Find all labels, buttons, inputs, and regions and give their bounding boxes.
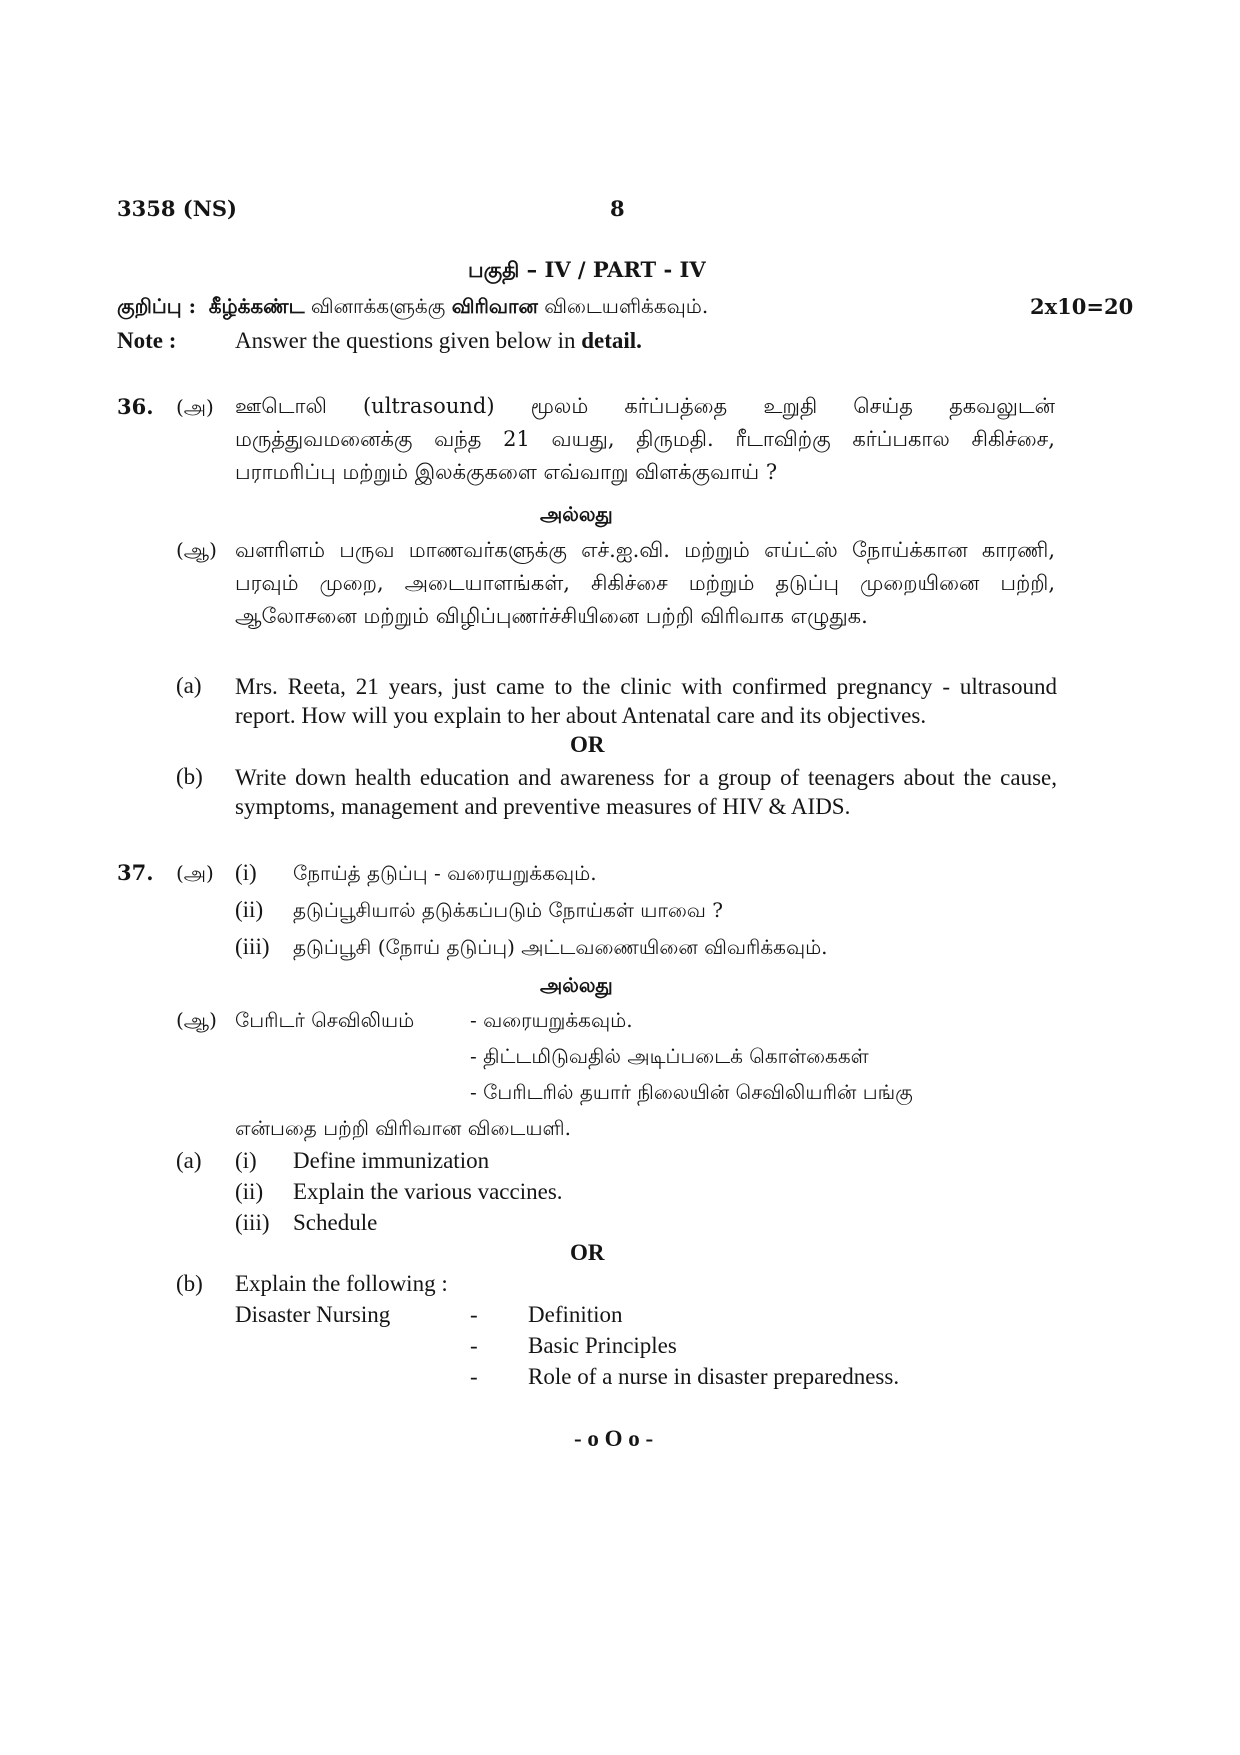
question-37-or-tamil: அல்லது — [540, 973, 613, 997]
question-37-a-tamil-num-2: (ii) — [235, 897, 264, 922]
question-37-a-tamil-item-3: தடுப்பூசி (நோய் தடுப்பு) அட்டவணையினை விவரிக்கவும். — [293, 935, 828, 959]
note-tamil-bold-1: கீழ்க்கண்ட — [208, 294, 305, 318]
question-36-b-tamil-label: (ஆ) — [176, 538, 217, 562]
question-36-b-english-label: (b) — [176, 764, 203, 789]
question-37-b-english-item-1: Definition — [528, 1302, 623, 1327]
question-37-a-english-label: (a) — [176, 1148, 202, 1173]
question-37-b-tamil-item-3: - பேரிடரில் தயார் நிலையின் செவிலியரின் பங்கு — [470, 1080, 913, 1104]
question-37-a-tamil-item-2: தடுப்பூசியால் தடுக்கப்படும் நோய்கள் யாவை ? — [293, 898, 723, 922]
question-37-a-english-item-3: Schedule — [293, 1210, 378, 1235]
part-heading: பகுதி – IV / PART - IV — [468, 257, 706, 282]
question-37-a-english-num-3: (iii) — [235, 1210, 270, 1235]
question-36-or-english: OR — [570, 732, 605, 757]
question-37-a-tamil-item-1: நோய்த் தடுப்பு - வரையறுக்கவும். — [293, 861, 597, 885]
question-37-b-english-intro: Explain the following : — [235, 1271, 448, 1296]
question-36-b-english-text: Write down health education and awareness for a group of teenagers about the cause, symptoms, management and preventive measures of HIV & AIDS. — [235, 765, 1057, 819]
question-37-b-english-subject: Disaster Nursing — [235, 1302, 391, 1327]
question-37-b-tamil-item-2: - திட்டமிடுவதில் அடிப்படைக் கொள்கைகள் — [470, 1044, 869, 1068]
question-37-b-english-dash-1: - — [470, 1302, 478, 1327]
question-37-b-tamil-label: (ஆ) — [176, 1008, 217, 1032]
question-37-a-tamil-num-1: (i) — [235, 860, 257, 885]
question-37-number: 37. — [117, 860, 154, 885]
note-english-line — [235, 328, 642, 354]
question-37-b-english-item-2: Basic Principles — [528, 1333, 677, 1358]
note-tamil-label: குறிப்பு : — [117, 294, 196, 318]
note-tamil-bold-2: விரிவான — [451, 294, 538, 318]
question-37-b-english-dash-3: - — [470, 1364, 478, 1389]
question-37-b-tamil-subject: பேரிடர் செவிலியம் — [235, 1008, 415, 1032]
question-36-number: 36. — [117, 394, 154, 419]
question-37-a-english-item-2: Explain the various vaccines. — [293, 1179, 563, 1204]
question-37-b-english-dash-2: - — [470, 1333, 478, 1358]
marks-allocation: 2x10=20 — [1030, 294, 1134, 319]
note-tamil-line — [117, 294, 708, 321]
question-36-a-tamil-text: ஊடொலி (ultrasound) மூலம் கர்ப்பத்தை உறுதி செய்த தகவலுடன் மருத்துவமனைக்கு வந்த 21 வயது, திருமதி. ரீடாவிற்கு கர்ப்பகால சிகிச்சை, பராமரிப்பு மற்றும் இலக்குகளை எவ்வாறு விளக்குவாய் ? — [235, 394, 1055, 484]
note-tamil-end: விடையளிக்கவும். — [544, 294, 709, 318]
page-number: 8 — [610, 196, 625, 221]
question-37-a-tamil-num-3: (iii) — [235, 934, 270, 959]
question-37-b-english-item-3: Role of a nurse in disaster preparedness. — [528, 1364, 900, 1389]
end-of-paper-mark: - o O o - — [574, 1426, 654, 1451]
question-37-a-tamil-label: (அ) — [176, 861, 214, 885]
note-english-text: Answer the questions given below in — [235, 328, 576, 353]
question-37-a-english-num-1: (i) — [235, 1148, 257, 1173]
note-english-label: Note : — [117, 328, 177, 353]
question-36-a-english-text: Mrs. Reeta, 21 years, just came to the clinic with confirmed pregnancy - ultrasound report. How will you explain to her about Antenatal care and its objectives. — [235, 674, 1057, 728]
question-36-or-tamil: அல்லது — [540, 502, 613, 526]
question-37-b-english-label: (b) — [176, 1271, 203, 1296]
question-36-a-tamil-label: (அ) — [176, 395, 214, 419]
note-tamil-mid: வினாக்களுக்கு — [310, 294, 446, 318]
question-37-a-english-num-2: (ii) — [235, 1179, 264, 1204]
question-37-a-english-item-1: Define immunization — [293, 1148, 490, 1173]
question-36-b-tamil-text: வளரிளம் பருவ மாணவர்களுக்கு எச்.ஐ.வி. மற்றும் எய்ட்ஸ் நோய்க்கான காரணி, பரவும் முறை, அடையாளங்கள், சிகிச்சை மற்றும் தடுப்பு முறையினை பற்றி, ஆலோசனை மற்றும் விழிப்புணர்ச்சியினை பற்றி விரிவாக எழுதுக. — [235, 538, 1055, 628]
paper-code: 3358 (NS) — [117, 196, 237, 221]
question-36-a-english-label: (a) — [176, 673, 202, 698]
question-37-b-tamil-end: என்பதை பற்றி விரிவான விடையளி. — [235, 1116, 571, 1140]
question-37-or-english: OR — [570, 1240, 605, 1265]
question-37-b-tamil-item-1: - வரையறுக்கவும். — [470, 1008, 633, 1032]
note-english-bold: detail. — [581, 328, 642, 353]
